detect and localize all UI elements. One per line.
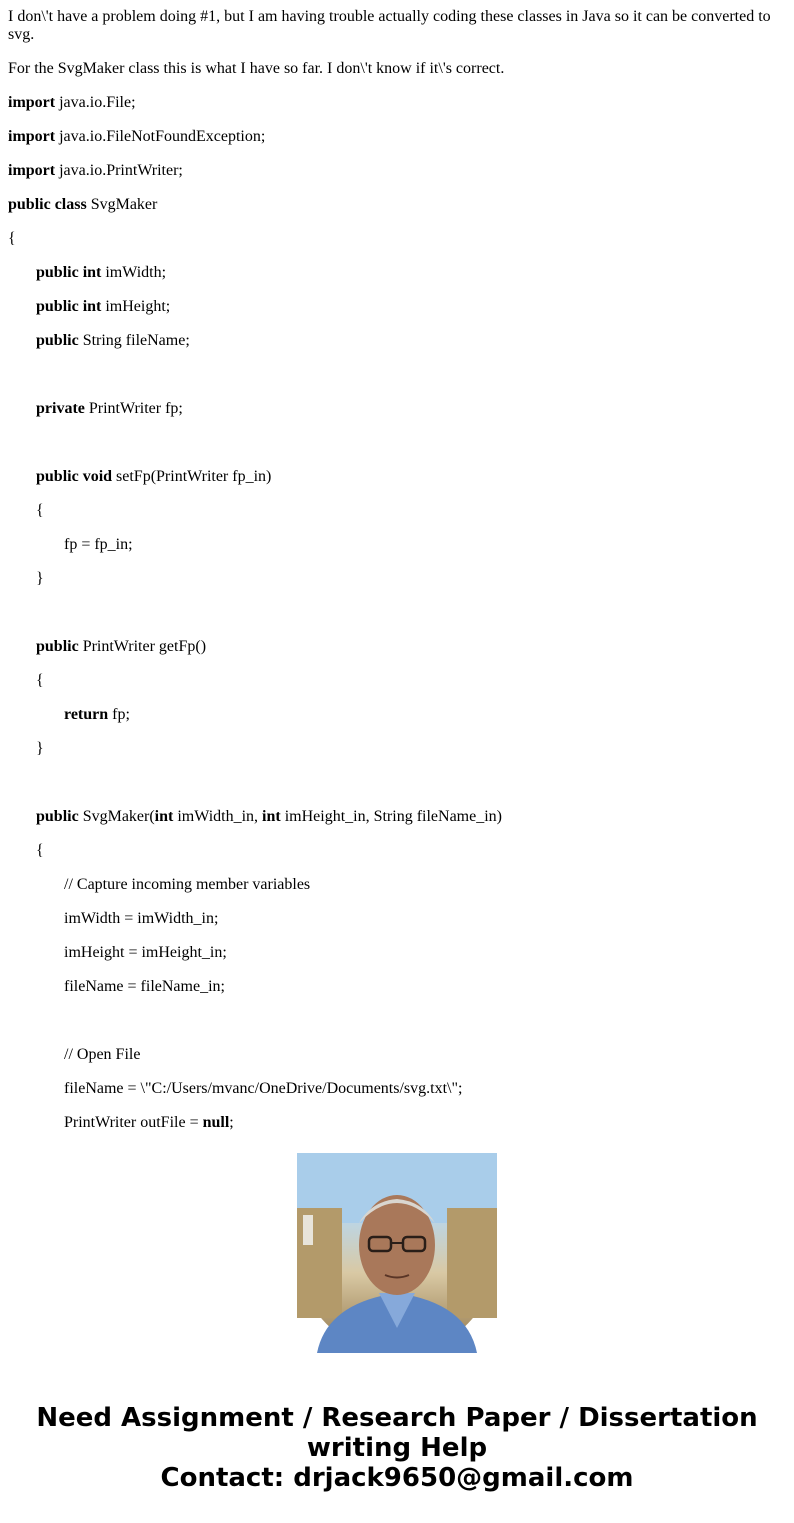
code-line: public int imHeight;	[36, 298, 171, 315]
code-line: return fp;	[64, 706, 130, 723]
code-line: public void setFp(PrintWriter fp_in)	[36, 468, 272, 485]
code-line: fp = fp_in;	[64, 536, 133, 553]
code-line: }	[36, 570, 44, 587]
code-line: fileName = fileName_in;	[64, 978, 225, 995]
code-line: import java.io.File;	[8, 94, 136, 111]
code-line: public int imWidth;	[36, 264, 167, 281]
banner-line-2: writing Help	[306, 1433, 488, 1463]
code-line: import java.io.FileNotFoundException;	[8, 128, 266, 145]
question-body	[8, 0, 786, 1131]
code-line: public SvgMaker(int imWidth_in, int imHeight_in, String fileName_in)	[36, 808, 502, 825]
code-line: }	[36, 740, 44, 757]
code-line: {	[36, 502, 44, 519]
banner-contact-line: Contact: drjack9650@gmail.com	[160, 1463, 634, 1493]
contact-banner	[0, 1403, 794, 1493]
intro-paragraph-2: For the SvgMaker class this is what I have so far. I don\'t know if it\'s correct.	[8, 60, 505, 77]
code-line: PrintWriter outFile = null;	[64, 1114, 234, 1131]
banner-line-1: Need Assignment / Research Paper / Dissertation	[36, 1403, 758, 1433]
code-line: public class SvgMaker	[8, 196, 158, 213]
code-line: {	[8, 230, 16, 247]
code-line: // Open File	[64, 1046, 141, 1063]
code-line: public String fileName;	[36, 332, 190, 349]
code-line: {	[36, 672, 44, 689]
code-line: public PrintWriter getFp()	[36, 638, 207, 655]
code-line: private PrintWriter fp;	[36, 400, 183, 417]
code-line: {	[36, 842, 44, 859]
code-line: imWidth = imWidth_in;	[64, 910, 219, 927]
intro-paragraph-1: I don\'t have a problem doing #1, but I am having trouble actually coding these classes in Java so it can be converted to svg.	[8, 8, 771, 43]
author-avatar	[297, 1153, 497, 1353]
author-photo-illustration	[297, 1153, 497, 1353]
code-line: // Capture incoming member variables	[64, 876, 311, 893]
code-line: import java.io.PrintWriter;	[8, 162, 183, 179]
code-line: imHeight = imHeight_in;	[64, 944, 227, 961]
code-line: fileName = \"C:/Users/mvanc/OneDrive/Documents/svg.txt\";	[64, 1080, 463, 1097]
